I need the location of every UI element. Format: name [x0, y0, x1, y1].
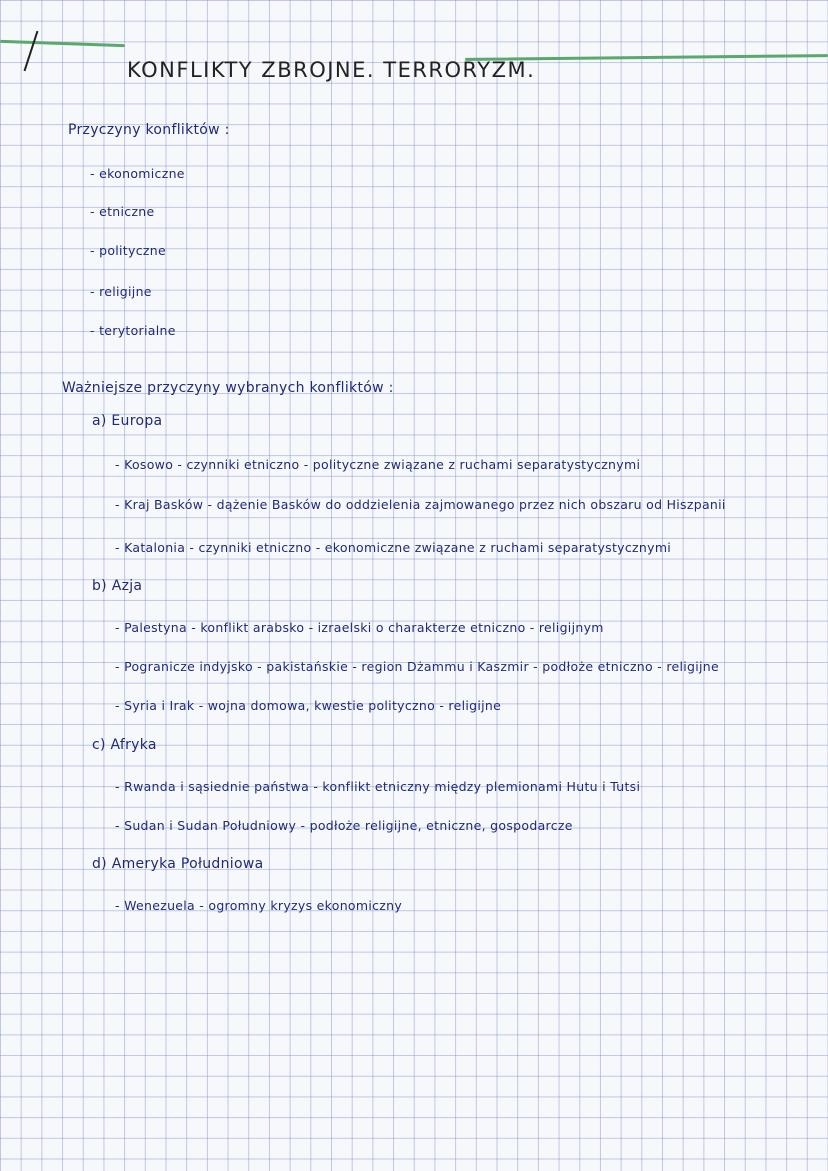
causes-heading: Przyczyny konfliktów :	[68, 122, 230, 138]
cause-item: - religijne	[90, 284, 152, 299]
cause-item: - etniczne	[90, 204, 155, 219]
section-label: d) Ameryka Południowa	[92, 856, 264, 872]
title-underline-left	[0, 40, 125, 47]
conflict-item: - Syria i Irak - wojna domowa, kwestie polityczno - religijne	[115, 698, 502, 713]
conflict-item: - Rwanda i sąsiednie państwa - konflikt etniczny między plemionami Hutu i Tutsi	[115, 779, 641, 794]
conflict-item: - Pogranicze indyjsko - pakistańskie - region Dżammu i Kaszmir - podłoże etniczno - religijne	[115, 659, 720, 674]
section-label: a) Europa	[92, 413, 163, 429]
section-label: c) Afryka	[92, 737, 157, 753]
conflict-item: - Wenezuela - ogromny kryzys ekonomiczny	[115, 898, 403, 913]
page-title: KONFLIKTY ZBROJNE. TERRORYZM.	[127, 58, 536, 82]
conflict-item: - Kraj Basków - dążenie Basków do oddzielenia zajmowanego przez nich obszaru od Hiszpanii	[115, 497, 726, 512]
conflict-item: - Sudan i Sudan Południowy - podłoże religijne, etniczne, gospodarcze	[115, 818, 573, 833]
conflict-item: - Katalonia - czynniki etniczno - ekonomiczne związane z ruchami separatystycznymi	[115, 540, 672, 555]
main-causes-heading: Ważniejsze przyczyny wybranych konfliktów :	[62, 380, 394, 396]
cause-item: - terytorialne	[90, 323, 176, 338]
section-label: b) Azja	[92, 578, 143, 594]
cause-item: - ekonomiczne	[90, 166, 185, 181]
slash-mark	[24, 31, 39, 72]
cause-item: - polityczne	[90, 243, 166, 258]
conflict-item: - Palestyna - konflikt arabsko - izraelski o charakterze etniczno - religijnym	[115, 620, 604, 635]
conflict-item: - Kosowo - czynniki etniczno - polityczne związane z ruchami separatystycznymi	[115, 457, 641, 472]
